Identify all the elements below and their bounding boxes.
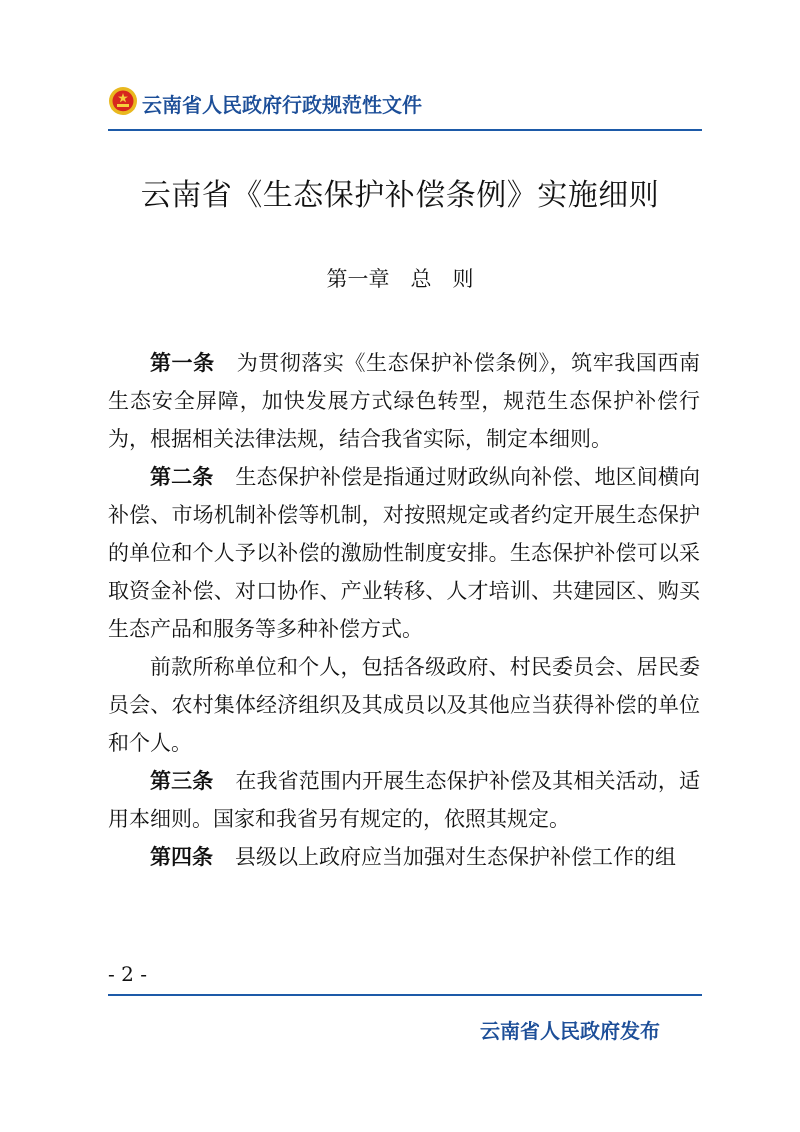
chapter-heading: 第一章 总 则 xyxy=(326,267,474,291)
article-label: 第一条 xyxy=(150,351,215,375)
article-text: 前款所称单位和个人，包括各级政府、村民委员会、居民委员会、农村集体经济组织及其成员以及其他应当获得补偿的单位和个人。 xyxy=(108,655,700,755)
article-text: 县级以上政府应当加强对生态保护补偿工作的组 xyxy=(235,845,676,869)
article-label: 第三条 xyxy=(150,769,214,793)
national-emblem-icon xyxy=(108,86,138,116)
article-paragraph xyxy=(108,838,700,876)
article-paragraph xyxy=(108,344,700,458)
document-body xyxy=(108,344,700,876)
document-title: 云南省《生态保护补偿条例》实施细则 xyxy=(140,178,660,213)
article-text: 在我省范围内开展生态保护补偿及其相关活动，适用本细则。国家和我省另有规定的，依照其规定。 xyxy=(108,769,700,831)
document-header xyxy=(108,84,702,124)
header-divider xyxy=(108,129,702,131)
article-text: 生态保护补偿是指通过财政纵向补偿、地区间横向补偿、市场机制补偿等机制，对按照规定或者约定开展生态保护的单位和个人予以补偿的激励性制度安排。生态保护补偿可以采取资金补偿、对口协作、产业转移、人才培训、共建园区、购买生态产品和服务等多种补偿方式。 xyxy=(108,465,700,641)
footer-publisher: 云南省人民政府发布 xyxy=(480,1019,660,1043)
article-paragraph xyxy=(108,648,700,762)
article-label: 第四条 xyxy=(150,845,213,869)
header-title: 云南省人民政府行政规范性文件 xyxy=(142,93,422,117)
footer-divider xyxy=(108,994,702,996)
article-paragraph xyxy=(108,458,700,648)
article-paragraph xyxy=(108,762,700,838)
page-number: - 2 - xyxy=(108,962,147,986)
article-label: 第二条 xyxy=(150,465,214,489)
article-text: 为贯彻落实《生态保护补偿条例》，筑牢我国西南生态安全屏障，加快发展方式绿色转型，规范生态保护补偿行为，根据相关法律法规，结合我省实际，制定本细则。 xyxy=(108,351,700,451)
